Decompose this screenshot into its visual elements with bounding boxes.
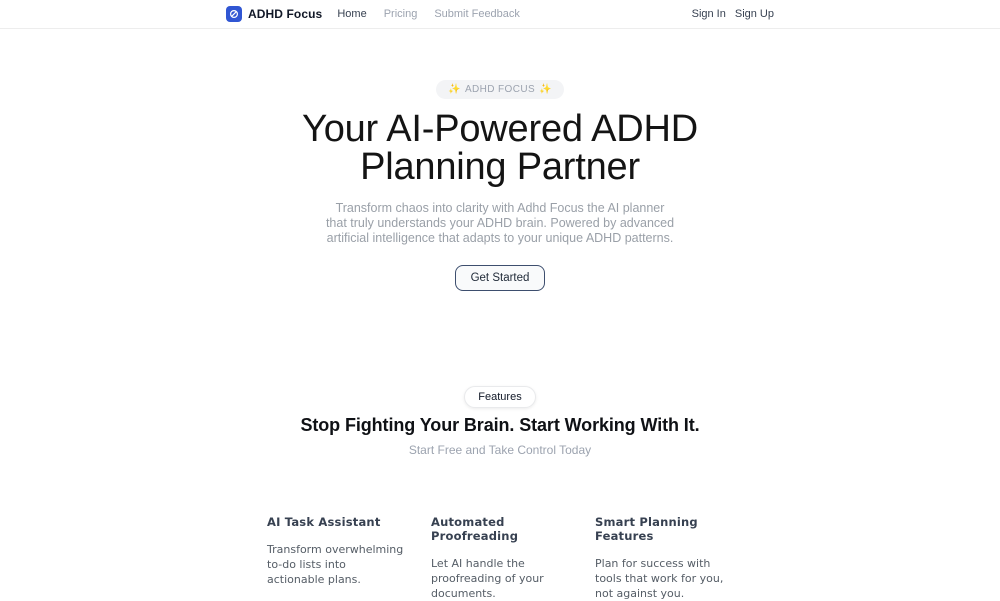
features-section	[0, 386, 1000, 601]
feature-grid	[267, 515, 733, 601]
page-title-line2: Planning Partner	[360, 146, 640, 188]
sparkle-icon: ✨	[448, 84, 461, 95]
auth-links	[692, 8, 774, 20]
sparkle-icon: ✨	[539, 84, 552, 95]
features-heading: Stop Fighting Your Brain. Start Working With It.	[300, 415, 700, 435]
nav-link-home[interactable]: Home	[337, 8, 367, 20]
features-pill: Features	[464, 386, 535, 408]
hero-badge-label: ADHD FOCUS	[464, 84, 536, 95]
page-title	[0, 110, 1000, 186]
feature-description: Transform overwhelming to-do lists into actionable plans.	[267, 543, 404, 586]
brand-name: ADHD Focus	[248, 7, 323, 21]
feature-description: Plan for success with tools that work for you, not against you.	[595, 557, 724, 600]
sign-in-link[interactable]: Sign In	[691, 8, 726, 20]
nav-links	[337, 8, 520, 20]
nav-link-submit-feedback[interactable]: Submit Feedback	[434, 8, 520, 20]
feature-card-automated-proofreading	[431, 515, 569, 601]
nav-link-pricing[interactable]: Pricing	[383, 8, 418, 20]
get-started-button[interactable]: Get Started	[455, 265, 546, 291]
app-logo-icon	[226, 6, 242, 22]
feature-title: AI Task Assistant	[267, 515, 381, 529]
navbar	[0, 0, 1000, 29]
feature-title: Automated Proofreading	[431, 515, 519, 543]
feature-title: Smart Planning Features	[595, 515, 698, 543]
page-title-line1: Your AI-Powered ADHD	[302, 108, 698, 150]
feature-card-smart-planning	[595, 515, 733, 601]
hero-subtitle: Transform chaos into clarity with Adhd Focus the AI planner that truly understands your ADHD brain. Powered by advanced artificial intelligence that adapts to your unique ADHD patterns.	[325, 201, 675, 245]
feature-card-ai-task-assistant	[267, 515, 405, 601]
sign-up-link[interactable]: Sign Up	[734, 8, 774, 20]
hero-badge	[436, 80, 564, 99]
features-subheading: Start Free and Take Control Today	[408, 443, 592, 457]
hero-section	[0, 29, 1000, 291]
brand[interactable]	[226, 6, 322, 22]
feature-description: Let AI handle the proofreading of your documents.	[431, 557, 544, 600]
